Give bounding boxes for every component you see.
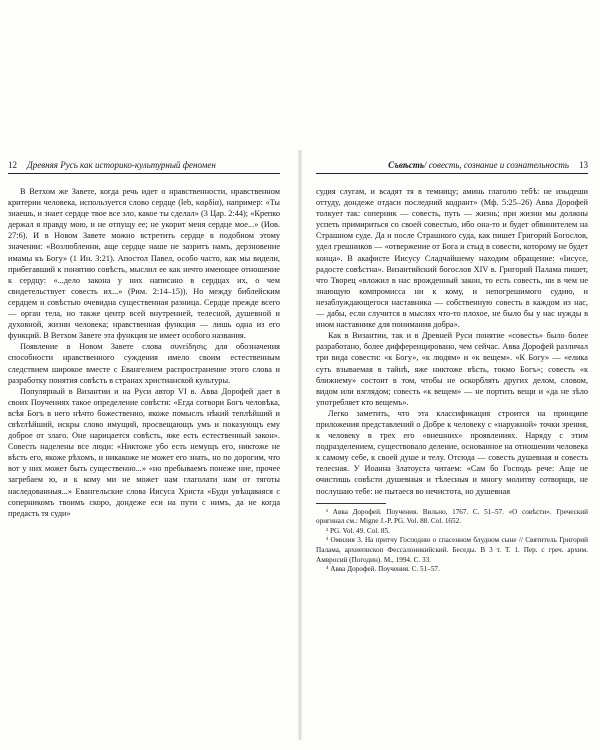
footnote-2: ² PG. Vol. 49. Col. 85. [326, 526, 390, 535]
left-running-head [8, 160, 280, 174]
footnote-3: ³ Омилия 3. На притчу Господню о спасенном блудном сыне // Святитель Григорий Палама, архиепископ Фессалоникийский. Беседы. В 3 т. Т. 1. Пер. с греч. архим. Амвросий (Погодин). М., 1994. С. 33. [316, 536, 588, 564]
left-paragraph-1: В Ветхом же Завете, когда речь идет о нравственности, нравственном критерии человека, используется слово сердце (leb, καρδία), например: «Ты знаешь, и знает сердце твое все зло, какое ты сделал» (3 Цар. 2:44); «Крепко держал я правду мою, и не отпущу ее; не укорит меня сердце мое...» (Иов. 27:6). И в Новом Завете можно встретить сердце в подобном этому значении: «Возлюбленни, аще сердце наше не зазритъ намъ, дерзновение имамы къ Богу» (1 Ин. 3:21). Апостол Павел, особо часто, как мы видели, прибегавший к понятию совѣсть, мыслил ее как нечто имеющее отношение к сердцу: «...дело закона у них написано в сердцах их, о чем свидетельствует совесть их...» (Рим. 2:14–15)). Но между библейским сердцем и совѣстью очевидна существенная разница. Сердце прежде всего — орган тела, но также центр всей внутренней, телесной, душевной и духовной, жизни человека; нравственная функция — лишь одна из его функций. В Ветхом Завете эта функция не имеет особого названия. [8, 187, 280, 341]
right-running-title-rest: / совесть, сознание и сознательность [424, 160, 569, 170]
right-running-title [316, 160, 579, 170]
footnote-rule [316, 503, 386, 504]
footnote-4: ⁴ Авва Дорофей. Поучения. С. 51–57. [326, 565, 440, 574]
left-body-text [8, 186, 280, 519]
right-running-title-main: Съвѣсть [388, 160, 425, 170]
right-paragraph-3: Легко заметить, что эта классификация строится на принципе приложения представлений о Добре к человеку с «наружной» точки зрения, к человеку в трех его «внешних» проявлениях. Наряду с этим подразделением, существовало деление, основанное на отношении человека к самому себе, к своей душе и телу. Отсюда — совесть душевная и совесть телесная. У Иоанна Златоуста читаем: «Сам бо Господь рече: Аще не очистишь совѣсти душевныя и тѣлесныя и многу молитву сотворщи, не послушаю тебе: не пытаеся во нечистота, но душевная [316, 408, 588, 496]
left-running-title: Древняя Русь как историко-культурный феномен [27, 160, 216, 170]
right-paragraph-2: Как в Византии, так и в Древней Руси понятие «совесть» было более разработано, более дифференцировано, чем сейчас. Авва Дорофей различал три вида совести: «к Богу», «к людям» и «к вещем». «К Богу» — «елика суть взываемая в тайнѣ, яже никтоже вѣсть, токмо Богъ»; совесть «к ближнему» состоит в том, чтобы не оскорблять других делом, словом, видом или взглядом; совесть «к вещем» — не портить вещи и «да не зѣло употребляет кто вещемъ». [316, 331, 588, 407]
right-page-number: 13 [579, 160, 588, 170]
left-page-number: 12 [8, 160, 17, 170]
footnote-1: ¹ Авва Дорофей. Поучения. Вильно, 1767. С. 51–57. «О совѣсти». Греческий оригинал см.: Migne J.-P. PG. Vol. 88. Col. 1652. [316, 507, 588, 526]
left-page [8, 160, 280, 519]
footnotes [316, 508, 588, 575]
left-paragraph-2: Появление в Новом Завете слова συνείδησις для обозначения способности нравственного суждения имело своим естественным следствием широкое вместе с Евангелием распространение этого слова и разработку понятия совѣсть в странах христианской культуры. [8, 342, 280, 385]
right-body-text [316, 186, 588, 497]
book-gutter [298, 150, 302, 740]
right-paragraph-1: судия слугам, и всадят тя в темницу; аминь глаголю тебѣ: не изыдеши оттуду, дондеже отдаси последний кодрант» (Мф. 5:25–26) Авва Дорофей толкует так: соперник — совесть, путь — жизнь; при жизни мы должны успеть примириться со своей совестью, ибо она-то и будет обвинителем на Страшном суде. Да и после Страшного суда, как пишет Григорий Богослов, удел грешников — «отвержение от Бога и стыд в совести, которому не будет конца». В акафисте Иисусу Сладчайшему находим обращение: «Іисусе, радосте совѣстна». Византийский богослов XIV в. Григорий Палама пишет, что Творец «вложил в нас врожденный закон, то есть совесть, ни в чем не знающую компромисса ни к кому, и непогрешимого судию, и незаблуждающегося наставника — собственную совесть в каждом из нас, — дабы, если случится в мыслях что-то плохое, не было бы у нас нужды в ином наставнике для понимания добра». [316, 187, 588, 330]
right-running-head [316, 160, 588, 174]
left-paragraph-3: Популярный в Византии и на Руси автор VI в. Авва Дорофей дает в своих Поучениях такое определение совѣсти: «Егда сотвори Богъ человѣка, всѣя Богъ в него нѣчто божественно, якоже помыслъ нѣкий теплѣйший и свѣтлѣйший, искры слово имущий, просвещающъ умъ и показующъ ему доброе от злаго. Оне нарицается совѣсть, яже есть естественный закон». Совесть наделены все люди: «Никтоже убо есть немущъ его, никтоже не вѣсть его, якоже рѣхомъ, и никакоже не может его знать, но по дорогим, что вот у них может быть существенно...» «но пребываемъ понеже ние, прочее загребаем ю, и к кому ми не может нам глаголати нам от тяготы наследованныя...» Евангельские слова Иисуса Христа «Буди увѣщаваяся с соперникомъ твоимъ скоро, дондеже еси на пути с нимъ, да не когда предасть тя суди» [8, 386, 280, 518]
right-page [316, 160, 588, 575]
